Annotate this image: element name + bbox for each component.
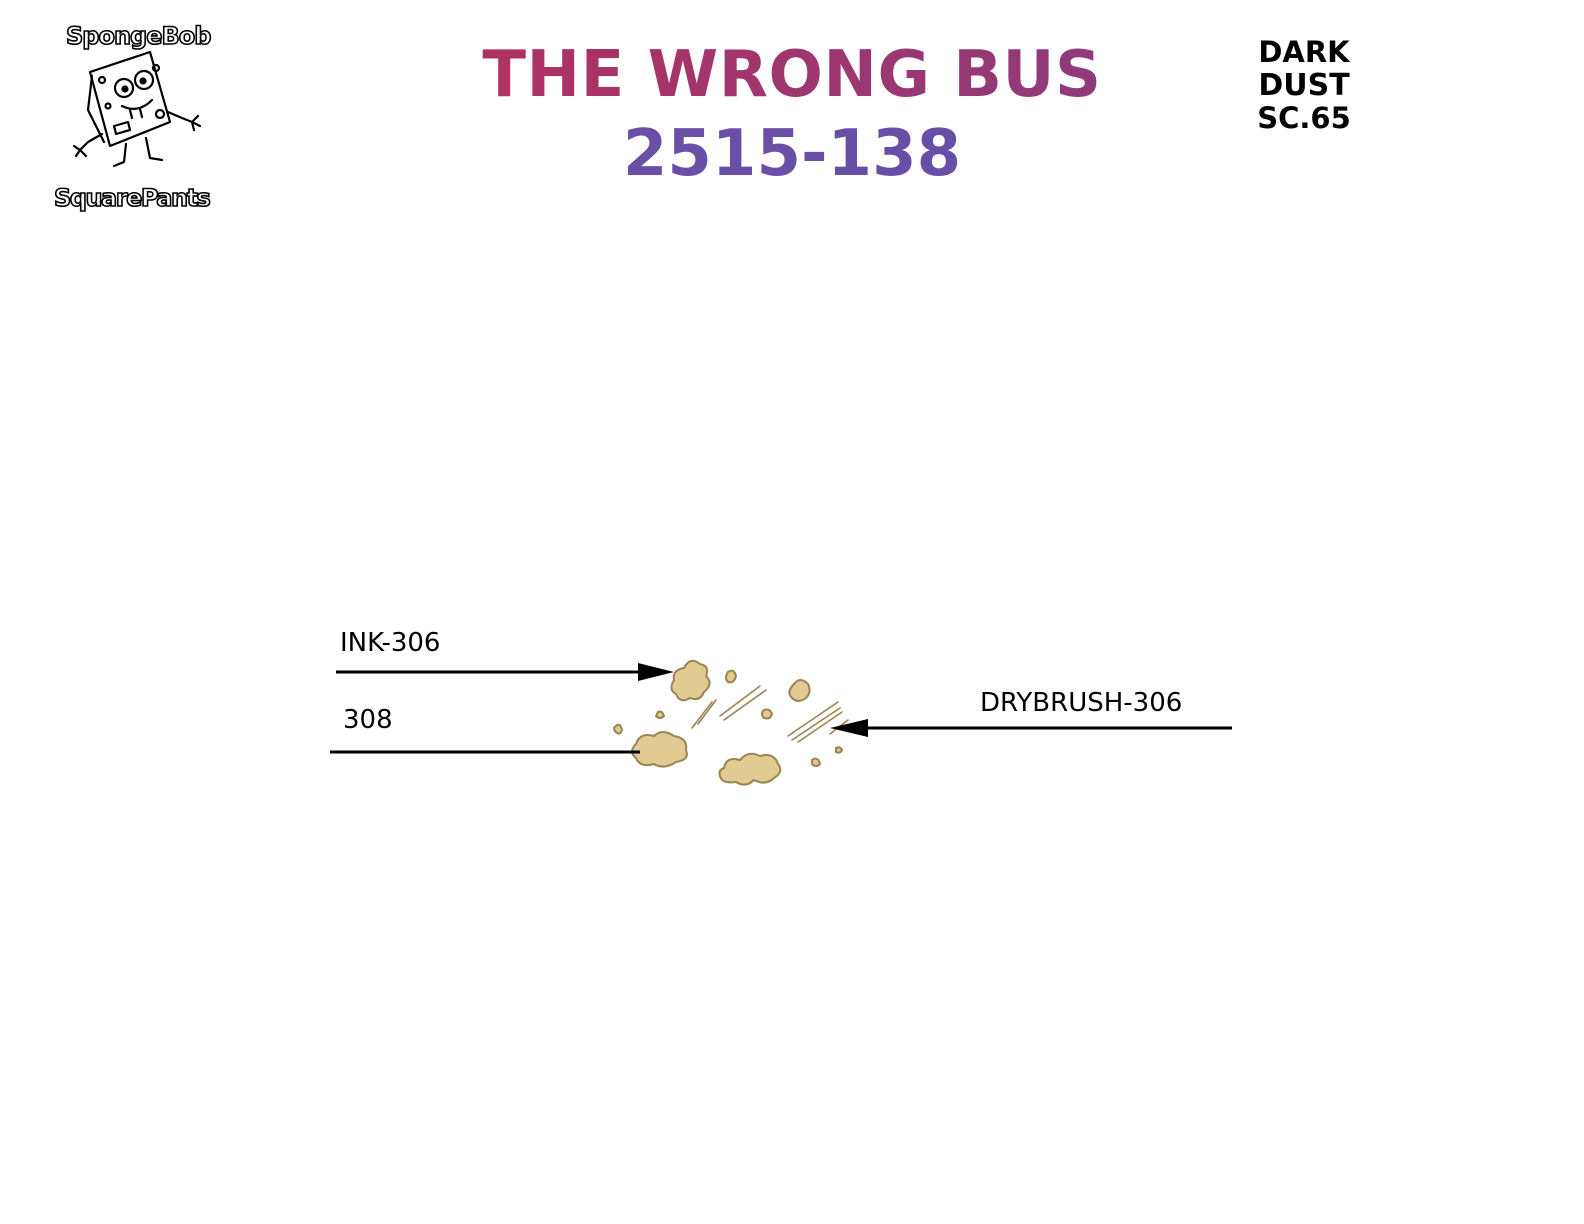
dust-puff (789, 680, 809, 701)
scene-info-line3: SC.65 (1257, 101, 1351, 135)
dust-puff (836, 747, 842, 752)
drybrush-arrow-head (830, 719, 868, 737)
drybrush-label: DRYBRUSH-306 (980, 688, 1183, 718)
dust-puff (671, 661, 709, 700)
dust-puff (632, 732, 687, 767)
fill-color-label: 308 (343, 705, 393, 735)
dust-puff (614, 725, 622, 734)
production-number: 2515-138 (392, 114, 1192, 194)
ink-label: INK-306 (340, 628, 441, 658)
ink-arrow-head (638, 663, 674, 681)
dust-puff (720, 754, 781, 785)
logo-top-text: SpongeBob (66, 22, 211, 50)
dust-puff (656, 712, 664, 719)
dust-puff (812, 759, 820, 766)
logo-bottom-text: SquarePants (54, 184, 210, 212)
scene-info-line1: DARK (1258, 35, 1350, 69)
dust-puff (762, 710, 772, 719)
episode-title: THE WRONG BUS (392, 36, 1192, 114)
dust-puff (726, 671, 736, 683)
scene-info-line2: DUST (1258, 68, 1350, 103)
